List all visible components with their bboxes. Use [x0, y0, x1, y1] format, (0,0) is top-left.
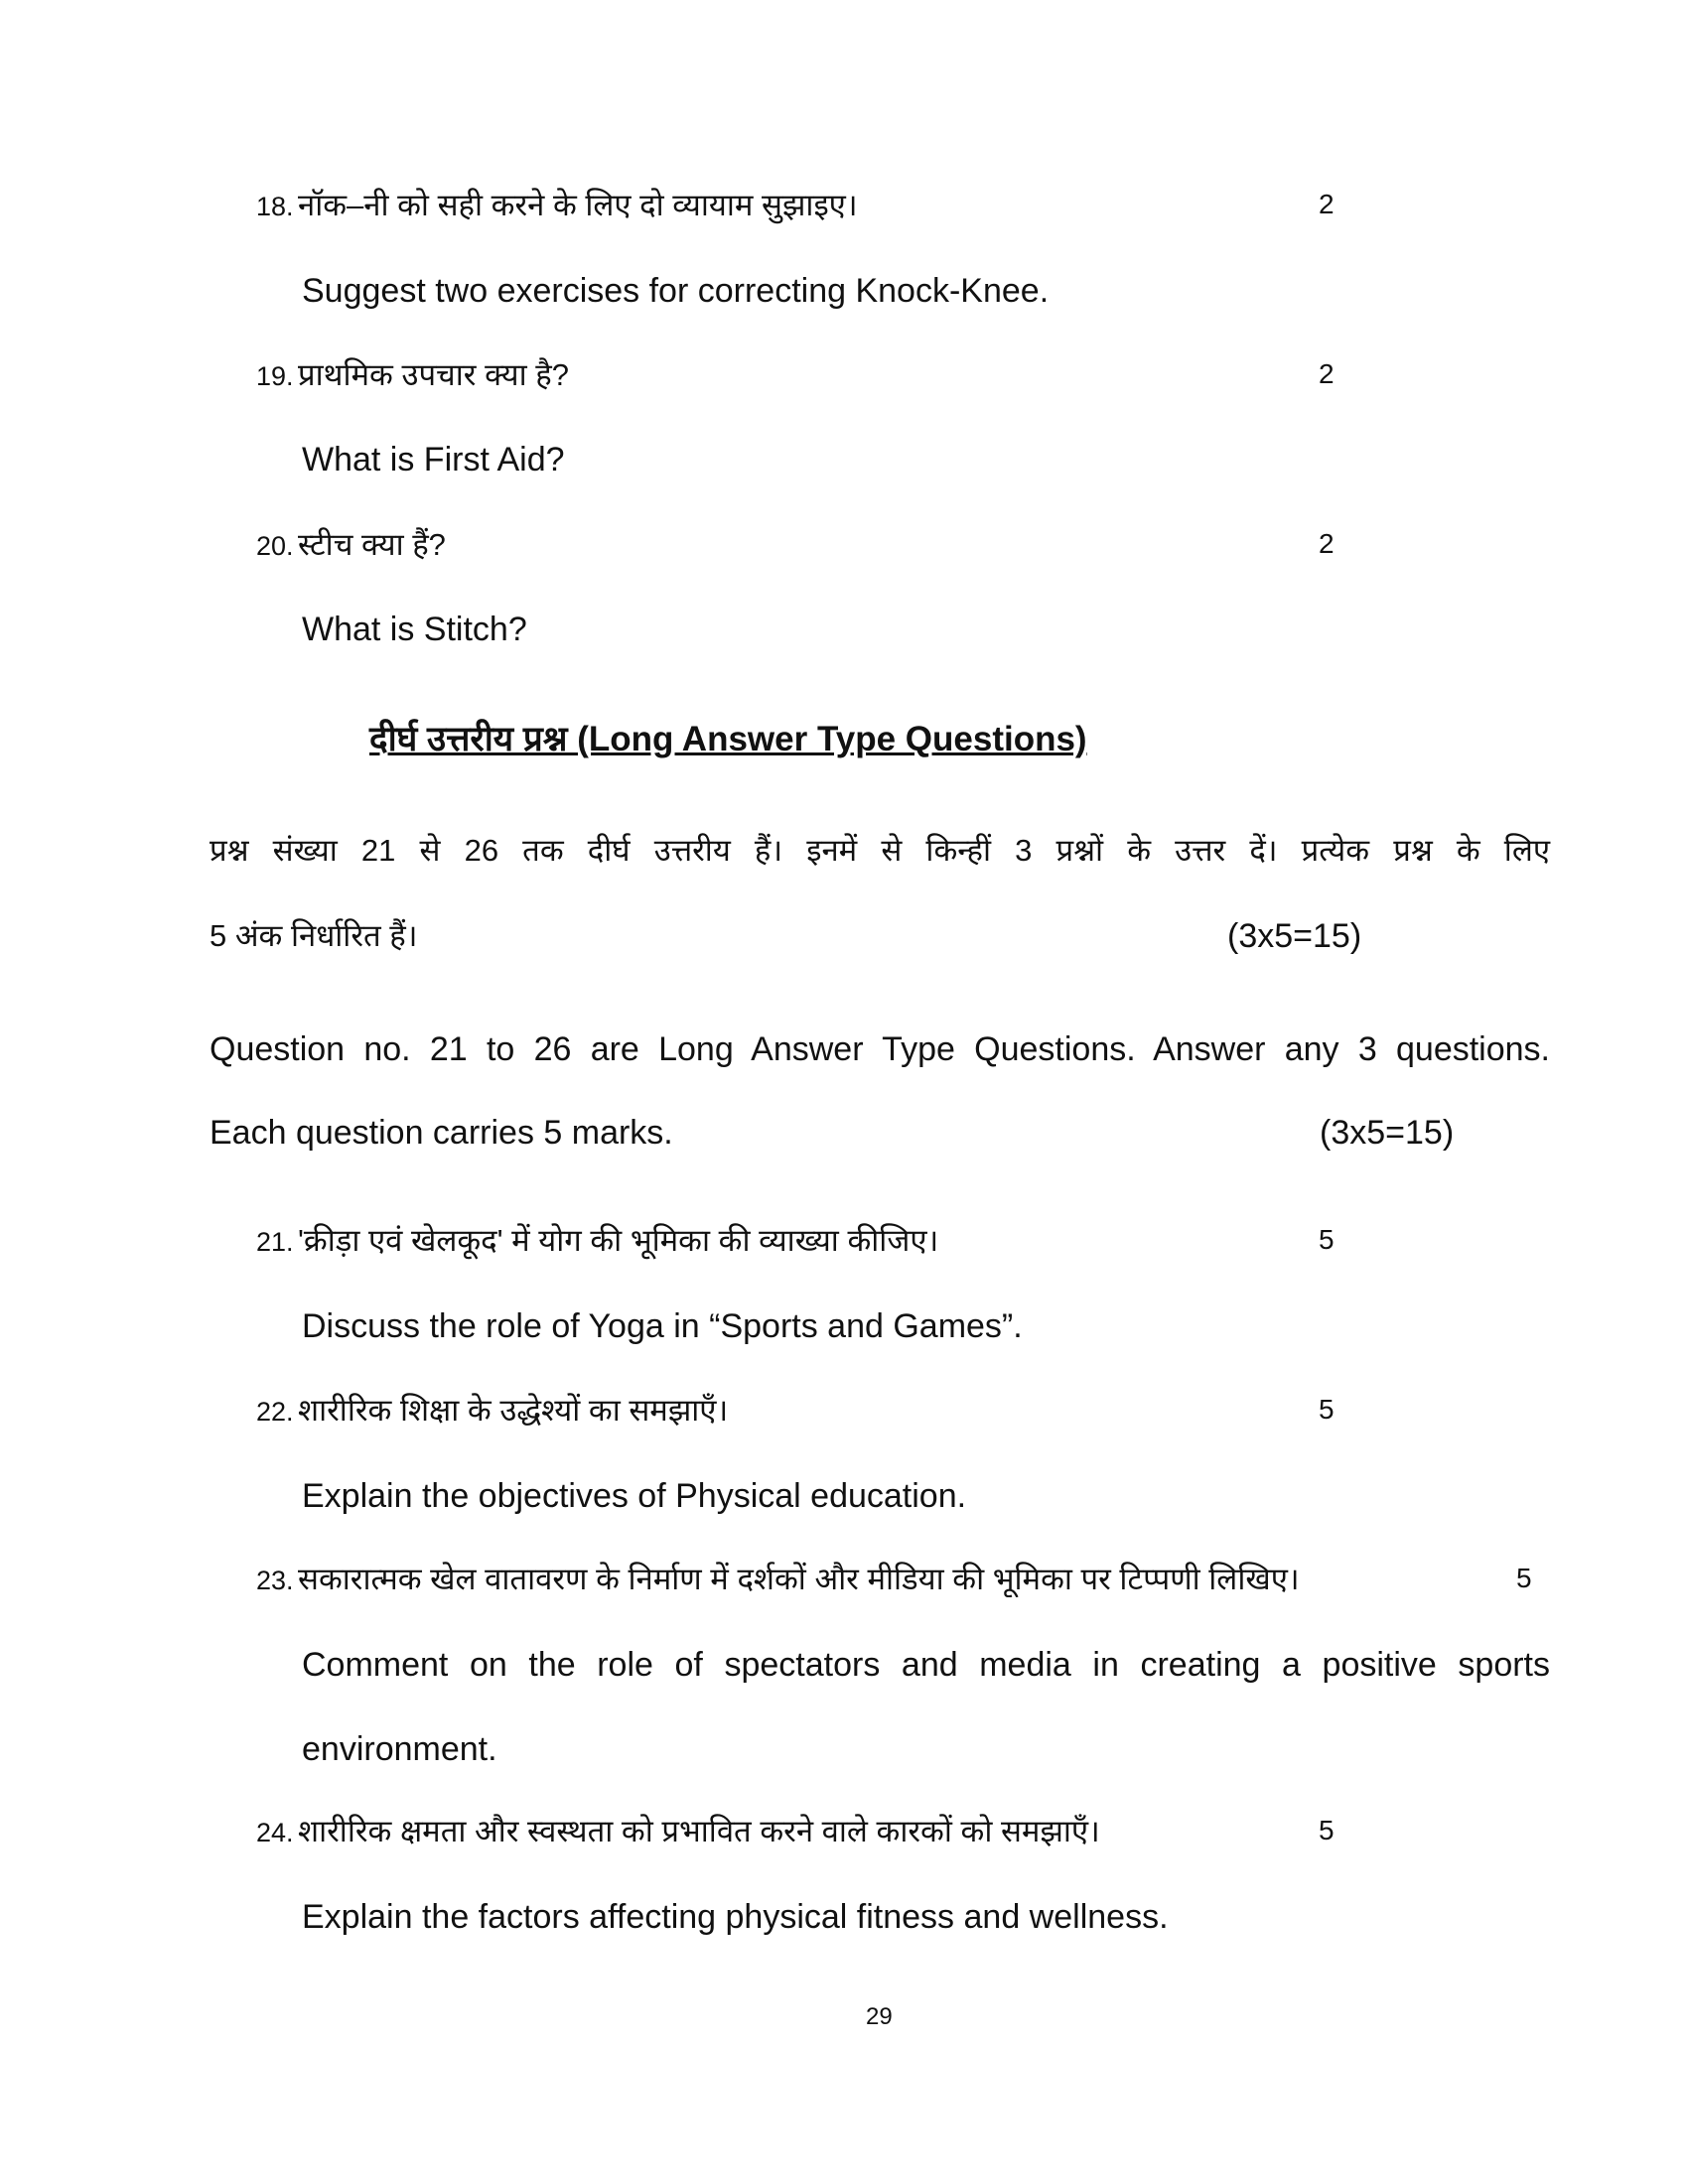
question-22-marks: 5	[1319, 1394, 1335, 1425]
question-number: 20.	[256, 531, 294, 561]
question-18-hindi	[256, 187, 858, 223]
question-21-marks: 5	[1319, 1224, 1335, 1255]
question-text-hindi: सकारात्मक खेल वातावरण के निर्माण में दर्शकों और मीडिया की भूमिका पर टिप्पणी लिखिए।	[298, 1562, 1300, 1596]
page-number: 29	[866, 2003, 893, 2030]
question-text-hindi: स्टीच क्या हैं?	[298, 527, 446, 562]
question-21-hindi	[256, 1222, 938, 1259]
question-number: 24.	[256, 1818, 294, 1847]
english-instruction-line-1: Question no. 21 to 26 are Long Answer Type Questions. Answer any 3 questions.	[210, 1030, 1550, 1068]
question-20-hindi	[256, 526, 446, 563]
english-marks-formula: (3x5=15)	[1320, 1114, 1455, 1152]
question-19-hindi	[256, 356, 569, 393]
english-instruction-line-2: Each question carries 5 marks.	[210, 1114, 673, 1152]
question-18-english: Suggest two exercises for correcting Knock-Knee.	[302, 272, 1050, 310]
hindi-instruction-line-1: प्रश्न संख्या 21 से 26 तक दीर्घ उत्तरीय हैं। इनमें से किन्हीं 3 प्रश्नों के उत्तर दें। प्रत्येक प्रश्न के लिए	[210, 833, 1550, 868]
question-number: 23.	[256, 1566, 294, 1595]
question-24-english: Explain the factors affecting physical fitness and wellness.	[302, 1898, 1169, 1936]
question-22-english: Explain the objectives of Physical education.	[302, 1477, 967, 1515]
question-text-hindi: नॉक–नी को सही करने के लिए दो व्यायाम सुझाइए।	[298, 188, 858, 222]
question-18-marks: 2	[1319, 189, 1335, 219]
question-text-hindi: 'क्रीड़ा एवं खेलकूद' में योग की भूमिका की व्याख्या कीजिए।	[298, 1223, 939, 1258]
question-24-hindi	[256, 1813, 1100, 1849]
question-text-hindi: शारीरिक क्षमता और स्वस्थता को प्रभावित करने वाले कारकों को समझाएँ।	[298, 1814, 1100, 1848]
question-number: 19.	[256, 361, 294, 391]
question-23-english-line-1: Comment on the role of spectators and media in creating a positive sports	[302, 1646, 1550, 1684]
question-24-marks: 5	[1319, 1815, 1335, 1845]
question-22-hindi	[256, 1392, 728, 1429]
question-23-english-line-2: environment.	[302, 1730, 497, 1768]
question-23-hindi	[256, 1561, 1517, 1597]
question-21-english: Discuss the role of Yoga in “Sports and Games”.	[302, 1307, 1023, 1345]
hindi-instruction-line-2: 5 अंक निर्धारित हैं।	[210, 918, 418, 953]
question-19-english: What is First Aid?	[302, 441, 565, 478]
question-number: 21.	[256, 1227, 294, 1257]
section-heading: दीर्घ उत्तरीय प्रश्न (Long Answer Type Questions)	[369, 720, 1087, 758]
hindi-marks-formula: (3x5=15)	[1227, 917, 1362, 955]
question-23-marks: 5	[1516, 1563, 1532, 1593]
question-20-english: What is Stitch?	[302, 611, 527, 648]
question-text-hindi: शारीरिक शिक्षा के उद्धेश्यों का समझाएँ।	[298, 1393, 729, 1428]
question-number: 22.	[256, 1397, 294, 1427]
question-20-marks: 2	[1319, 528, 1335, 559]
question-19-marks: 2	[1319, 358, 1335, 389]
question-number: 18.	[256, 192, 294, 221]
question-text-hindi: प्राथमिक उपचार क्या है?	[298, 357, 569, 392]
